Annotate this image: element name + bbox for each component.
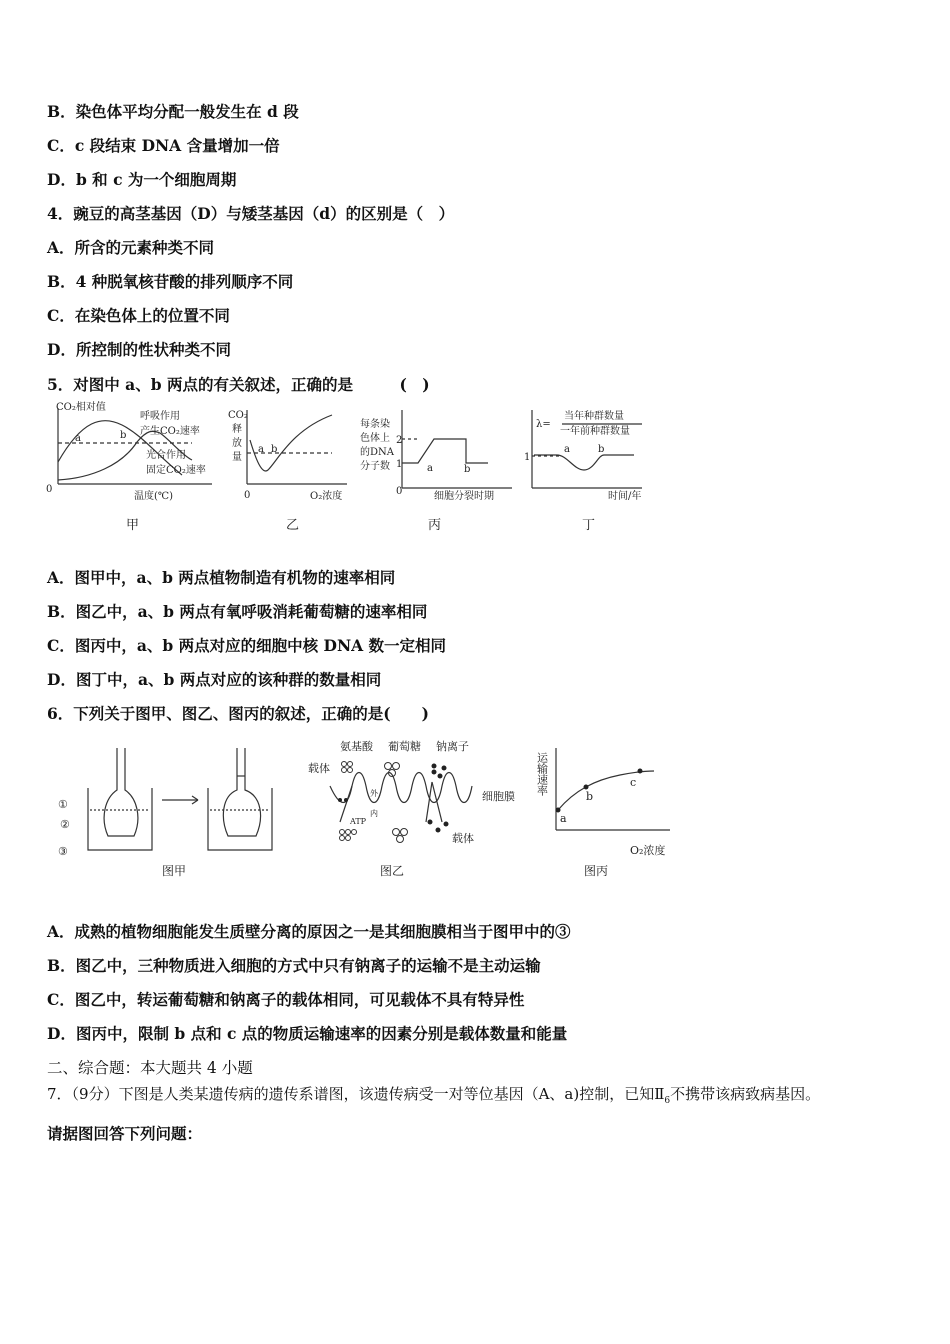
yi6-caption: 图乙: [380, 864, 405, 878]
ding-tick-1: 1: [524, 452, 531, 463]
jia-point-a: a: [75, 433, 81, 444]
q6-stem: 6．下列关于图甲、图乙、图丙的叙述，正确的是( ): [47, 704, 429, 723]
yi-ylabel-1: CO₂: [228, 410, 248, 421]
yi-ylabel-4: 量: [232, 452, 242, 463]
bing6-point-a: a: [560, 812, 567, 825]
q7-stem-post: 不携带该病致病基因。: [670, 1085, 821, 1103]
q7-stem-pre: 7．（9分）下图是人类某遗传病的遗传系谱图，该遗传病受一对等位基因（A、a)控制，已知Ⅱ: [47, 1085, 665, 1103]
bing-origin: 0: [396, 486, 403, 497]
q6-option-b: B．图乙中，三种物质进入细胞的方式中只有钠离子的运输不是主动运输: [47, 956, 541, 975]
bing-tick-1: 1: [396, 459, 403, 470]
q3-option-b: B．染色体平均分配一般发生在 d 段: [47, 102, 299, 121]
yi-caption: 乙: [286, 518, 300, 533]
bing6-point-c: c: [630, 776, 637, 789]
q5-option-a: A．图甲中，a、b 两点植物制造有机物的速率相同: [47, 568, 396, 587]
bing-point-b: b: [464, 464, 471, 475]
yi-point-a: a: [258, 444, 264, 455]
q4-option-b: B．4 种脱氧核苷酸的排列顺序不同: [47, 272, 294, 291]
yi6-glucose: 葡萄糖: [388, 740, 421, 753]
yi6-membrane: 细胞膜: [482, 790, 515, 803]
jia-origin: 0: [46, 484, 53, 495]
q4-option-a: A．所含的元素种类不同: [47, 238, 215, 257]
yi-ylabel-3: 放: [232, 438, 242, 449]
yi-ylabel-2: 释: [232, 424, 242, 435]
q4-option-d: D．所控制的性状种类不同: [47, 340, 231, 359]
yi6-carrier-1: 载体: [308, 762, 330, 775]
yi6-sodium: 钠离子: [436, 740, 469, 753]
jia-curve2b: 固定CO₂速率: [146, 465, 206, 476]
ding-denominator: 一年前种群数量: [560, 426, 630, 437]
jia6-label-3: ③: [58, 845, 68, 858]
q5-stem: 5．对图中 a、b 两点的有关叙述，正确的是 ( ): [47, 375, 430, 394]
jia-point-b: b: [120, 430, 127, 441]
q6-option-a: A．成熟的植物细胞能发生质壁分离的原因之一是其细胞膜相当于图甲中的③: [47, 922, 571, 941]
q4-option-c: C．在染色体上的位置不同: [47, 306, 230, 325]
bing-point-a: a: [427, 463, 433, 474]
bing6-point-b: b: [586, 790, 594, 803]
jia6-label-2: ②: [60, 818, 70, 831]
q5-option-b: B．图乙中，a、b 两点有氧呼吸消耗葡萄糖的速率相同: [47, 602, 428, 621]
ding-numerator: 当年种群数量: [564, 411, 624, 422]
bing-xlabel: 细胞分裂时期: [434, 491, 494, 502]
yi6-out: 外: [370, 789, 378, 798]
bing6-caption: 图丙: [584, 864, 609, 878]
q3-option-c: C．c 段结束 DNA 含量增加一倍: [47, 136, 280, 155]
yi-origin: 0: [244, 490, 251, 501]
bing6-ylabel: 运输速率: [535, 752, 549, 796]
bing-ylabel-1: 每条染: [360, 419, 390, 430]
jia6-label-1: ①: [58, 798, 68, 811]
ding-lambda: λ=: [536, 419, 551, 430]
q6-option-c: C．图乙中，转运葡萄糖和钠离子的载体相同，可见载体不具有特异性: [47, 990, 525, 1009]
jia-curve2: 光合作用: [146, 450, 186, 461]
jia6-caption: 图甲: [162, 864, 187, 878]
yi6-atp: ATP: [350, 817, 367, 826]
q7-stem: [47, 1084, 820, 1111]
bing-tick-2: 2: [396, 435, 403, 446]
bing-ylabel-3: 的DNA: [360, 447, 394, 458]
bing-ylabel-2: 色体上: [360, 433, 390, 444]
ding-caption: 丁: [582, 518, 596, 533]
section-2-heading: 二、综合题：本大题共 4 小题: [47, 1059, 253, 1077]
ding-xlabel: 时间/年: [608, 491, 642, 502]
yi6-in: 内: [370, 809, 378, 818]
q6-figure: [50, 738, 690, 888]
q3-option-d: D．b 和 c 为一个细胞周期: [47, 170, 237, 189]
yi6-amino-acid: 氨基酸: [340, 740, 373, 753]
jia-ylabel: CO₂相对值: [56, 402, 106, 413]
jia-curve1: 呼吸作用: [140, 411, 180, 422]
q6-option-d: D．图丙中，限制 b 点和 c 点的物质运输速率的因素分别是载体数量和能量: [47, 1024, 568, 1043]
jia-xlabel: 温度(℃): [134, 491, 173, 502]
q5-figure: [42, 400, 682, 538]
q7-subscript: 6: [664, 1096, 671, 1106]
yi6-carrier-2: 载体: [452, 832, 474, 845]
jia-curve1b: 产生CO₂速率: [140, 426, 200, 437]
bing-ylabel-4: 分子数: [360, 461, 390, 472]
ding-point-b: b: [598, 444, 605, 455]
q4-stem: 4．豌豆的高茎基因（D）与矮茎基因（d）的区别是（ ）: [47, 204, 455, 223]
ding-point-a: a: [564, 444, 570, 455]
q7-prompt: 请据图回答下列问题：: [47, 1124, 203, 1143]
bing6-xlabel: O₂浓度: [630, 844, 666, 857]
bing-caption: 丙: [428, 518, 442, 533]
yi-point-b: b: [271, 444, 278, 455]
q5-option-d: D．图丁中，a、b 两点对应的该种群的数量相同: [47, 670, 382, 689]
jia-caption: 甲: [126, 518, 140, 533]
q5-option-c: C．图丙中，a、b 两点对应的细胞中核 DNA 数一定相同: [47, 636, 447, 655]
yi-xlabel: O₂浓度: [310, 491, 343, 502]
